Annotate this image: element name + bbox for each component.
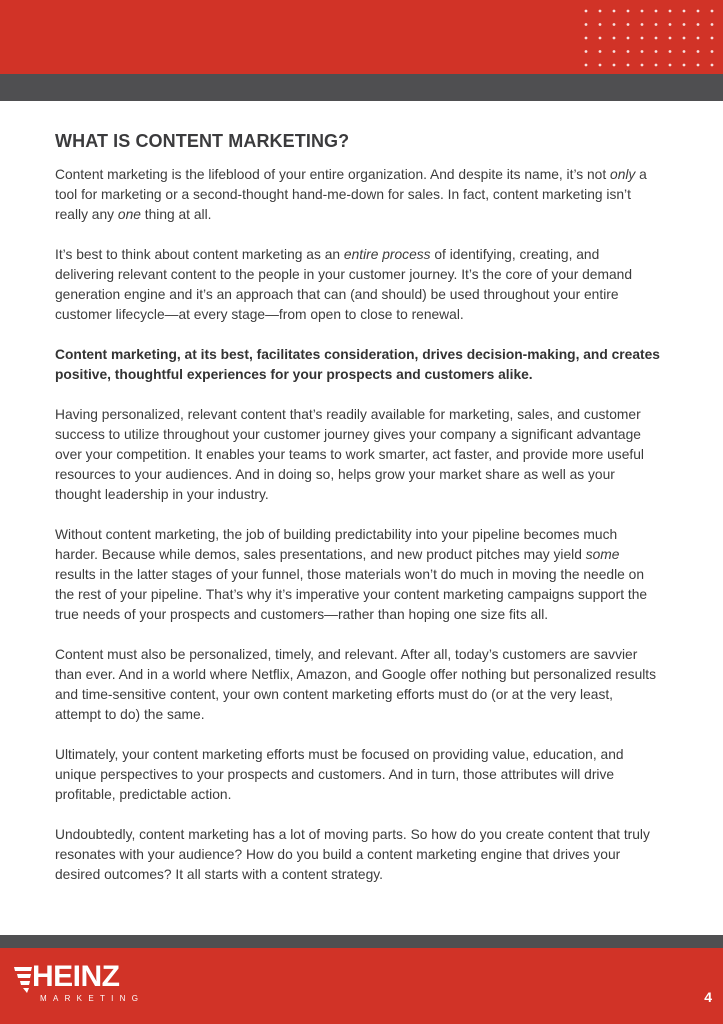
decor-dot [683,50,686,53]
decor-dot [683,23,686,26]
decor-dot [697,23,700,26]
decor-dot [711,10,714,13]
emphasis-text: only [610,167,636,182]
decor-dot [613,37,616,40]
paragraph-4: Having personalized, relevant content that’s readily available for marketing, sales, and customer success to utilize throughout your customer journey gives your company a significant advantage over your competition. It enables your teams to work smarter, act faster, and provide more useful resources to your audiences. And in doing so, helps grow your market share as well as your thought leadership in your industry. [55,407,644,502]
decor-dot [711,37,714,40]
decor-dot [585,50,588,53]
decor-dot [585,23,588,26]
paragraph-8: Undoubtedly, content marketing has a lot of moving parts. So how do you create content that truly resonates with your audience? How do you build a content marketing engine that drives your desired outcomes? It all starts with a content strategy. [55,827,650,882]
decor-dot [655,37,658,40]
decor-dot [641,10,644,13]
decor-dot [613,64,616,67]
paragraph-1: Content marketing is the lifeblood of your entire organization. And despite its name, it’s not only a tool for marketing or a second-thought hand-me-down for sales. In fact, content marketing isn’t really any one thing at all. [55,167,647,222]
footer-gray-band [0,935,723,948]
decor-dot [669,37,672,40]
decor-dot [669,64,672,67]
decor-dot [655,64,658,67]
decor-dot [697,10,700,13]
decor-dot [683,10,686,13]
decor-dot [599,64,602,67]
decor-dot [627,37,630,40]
paragraph-5: Without content marketing, the job of building predictability into your pipeline becomes much harder. Because while demos, sales presentations, and new product pitches may yield some results in the latter stages of your funnel, those materials won’t do much in moving the needle on the rest of your pipeline. That’s why it’s imperative your content marketing campaigns support the true needs of your prospects and customers—rather than hoping one size fits all. [55,527,648,622]
emphasis-text: some [585,547,620,562]
decor-dot [683,64,686,67]
paragraph-7: Ultimately, your content marketing efforts must be focused on providing value, education, and unique perspectives to your prospects and customers. And in turn, those attributes will drive profitable, predictable action. [55,747,624,802]
decor-dot [599,10,602,13]
decor-dot [585,10,588,13]
decor-dot [697,50,700,53]
decor-dot [683,37,686,40]
logo-subtitle: MARKETING [40,994,145,1003]
decor-dot [697,64,700,67]
decor-dot [627,64,630,67]
decor-dot [613,23,616,26]
decor-dot [711,64,714,67]
decor-dot [655,10,658,13]
logo-wordmark: HEINZ [32,960,120,993]
paragraph-2: It’s best to think about content marketing as an entire process of identifying, creating, and delivering relevant content to the people in your customer journey. It’s the core of your demand generation engine and it’s an approach that can (and should) be used throughout your entire customer lifecycle—at every stage—from open to close to renewal. [55,247,632,322]
decor-dot [711,50,714,53]
article-body [55,128,660,905]
decor-dot [627,23,630,26]
decor-dot [655,50,658,53]
decor-dot [697,37,700,40]
decor-dot [627,50,630,53]
decor-dot [669,23,672,26]
decor-dot [613,10,616,13]
decor-dot [641,64,644,67]
decor-dot [627,10,630,13]
decor-dot [669,50,672,53]
decor-dot [599,37,602,40]
decor-dot [669,10,672,13]
decor-dot [585,37,588,40]
page-number: 4 [704,989,712,1005]
decor-dot [641,37,644,40]
paragraph-3-highlight: Content marketing, at its best, facilitates consideration, drives decision-making, and creates positive, thoughtful experiences for your prospects and customers alike. [55,347,660,382]
emphasis-text: entire process [343,247,431,262]
decor-dot [599,50,602,53]
decor-dot [641,50,644,53]
paragraph-6: Content must also be personalized, timely, and relevant. After all, today’s customers are savvier than ever. And in a world where Netflix, Amazon, and Google offer nothing but personalized results and time-sensitive content, your own content marketing efforts must do (or at the very least, attempt to do) the same. [55,647,657,722]
decor-dot [711,23,714,26]
decor-dot [599,23,602,26]
page-title: WHAT IS CONTENT MARKETING? [55,131,350,151]
dot-pattern-decoration [584,9,714,69]
decor-dot [641,23,644,26]
emphasis-text: one [117,207,141,222]
decor-dot [655,23,658,26]
header-gray-band [0,74,723,101]
decor-dot [585,64,588,67]
decor-dot [613,50,616,53]
